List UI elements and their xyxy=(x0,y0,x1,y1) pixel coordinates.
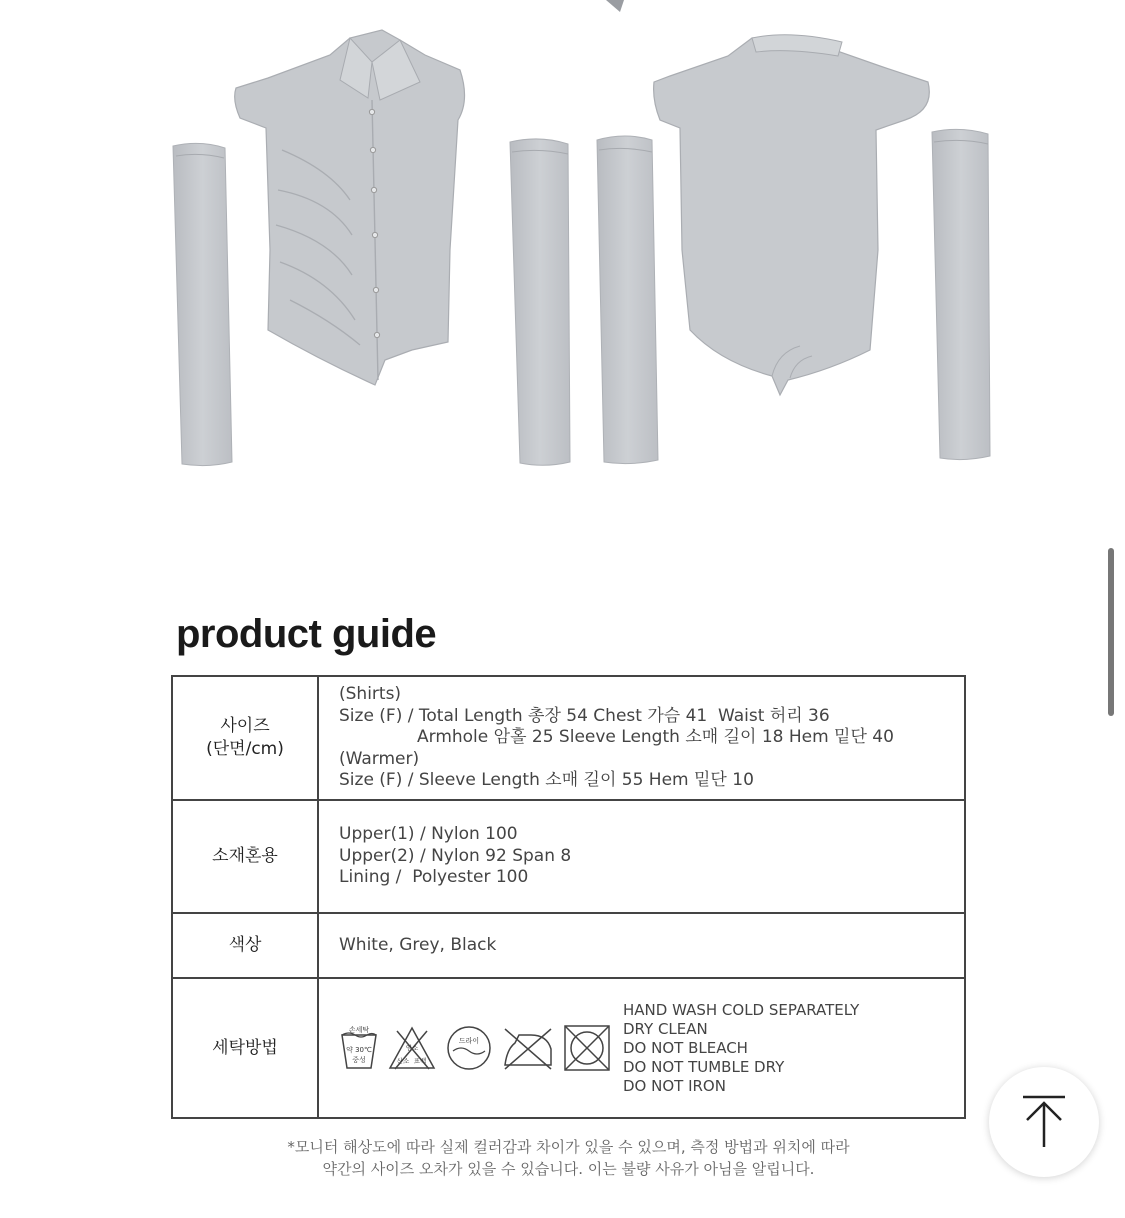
size-value xyxy=(318,676,965,800)
size-notice: *모니터 해상도에 따라 실제 컬러감과 차이가 있을 수 있으며, 측정 방법과 위치에 따라 약간의 사이즈 오차가 있을 수 있습니다. 이는 불량 사유가 아님을 알립니다. xyxy=(287,1138,850,1178)
arm-warmer-middle-left xyxy=(510,139,570,465)
care-value xyxy=(318,978,965,1118)
color-row xyxy=(172,913,965,978)
scrollbar[interactable] xyxy=(1108,548,1114,716)
size-row xyxy=(172,676,965,800)
care-instruction: DRY CLEAN xyxy=(623,1019,708,1038)
material-label: 소재혼용 xyxy=(172,800,318,913)
shirt-back xyxy=(654,35,930,395)
care-instruction: DO NOT BLEACH xyxy=(623,1038,748,1057)
care-instructions xyxy=(623,1001,859,1096)
color-label: 색상 xyxy=(172,913,318,978)
svg-text:손세탁: 손세탁 xyxy=(348,1026,370,1034)
size-line: Armhole 암홀 25 Sleeve Length 소매 길이 18 Hem 밑단 40 xyxy=(417,727,894,748)
material-value xyxy=(318,800,965,913)
svg-text:드라이: 드라이 xyxy=(458,1037,480,1045)
care-row xyxy=(172,978,965,1118)
svg-text:염소: 염소 xyxy=(405,1044,419,1052)
arm-warmer-left xyxy=(173,143,232,465)
size-line: (Warmer) xyxy=(339,748,420,769)
size-line: Size (F) / Total Length 총장 54 Chest 가슴 41 Waist 허리 36 xyxy=(339,705,830,726)
care-icons xyxy=(339,1024,623,1072)
care-label: 세탁방법 xyxy=(172,978,318,1118)
no-tumble-dry-icon xyxy=(563,1024,611,1072)
material-line: Upper(2) / Nylon 92 Span 8 xyxy=(339,845,572,866)
size-line: Size (F) / Sleeve Length 소매 길이 55 Hem 밑단 10 xyxy=(339,770,754,791)
no-bleach-icon xyxy=(387,1025,437,1071)
material-row xyxy=(172,800,965,913)
scroll-to-top-button[interactable] xyxy=(989,1067,1099,1177)
page-title: product guide xyxy=(176,612,437,656)
product-image xyxy=(0,0,1125,480)
arrow-up-icon xyxy=(1019,1093,1069,1151)
color-value: White, Grey, Black xyxy=(318,913,965,978)
size-label: 사이즈 (단면/cm) xyxy=(172,676,318,800)
svg-text:표백: 표백 xyxy=(413,1057,427,1065)
dry-clean-icon xyxy=(445,1025,493,1071)
shirt-front xyxy=(235,30,465,385)
care-content xyxy=(339,1001,963,1096)
arm-warmer-right xyxy=(932,129,990,459)
material-line: Lining / Polyester 100 xyxy=(339,867,529,888)
product-guide-table xyxy=(171,675,966,1119)
svg-text:산소: 산소 xyxy=(396,1057,410,1065)
size-line: (Shirts) xyxy=(339,684,402,705)
svg-text:중성: 중성 xyxy=(352,1056,366,1064)
arm-warmer-middle-right xyxy=(597,136,658,464)
hand-wash-icon xyxy=(339,1025,379,1071)
care-instruction: HAND WASH COLD SEPARATELY xyxy=(623,1000,860,1019)
material-line: Upper(1) / Nylon 100 xyxy=(339,824,518,845)
no-iron-icon xyxy=(501,1025,555,1071)
care-instruction: DO NOT IRON xyxy=(623,1076,726,1095)
svg-text:약 30℃: 약 30℃ xyxy=(346,1046,372,1054)
care-instruction: DO NOT TUMBLE DRY xyxy=(623,1057,785,1076)
